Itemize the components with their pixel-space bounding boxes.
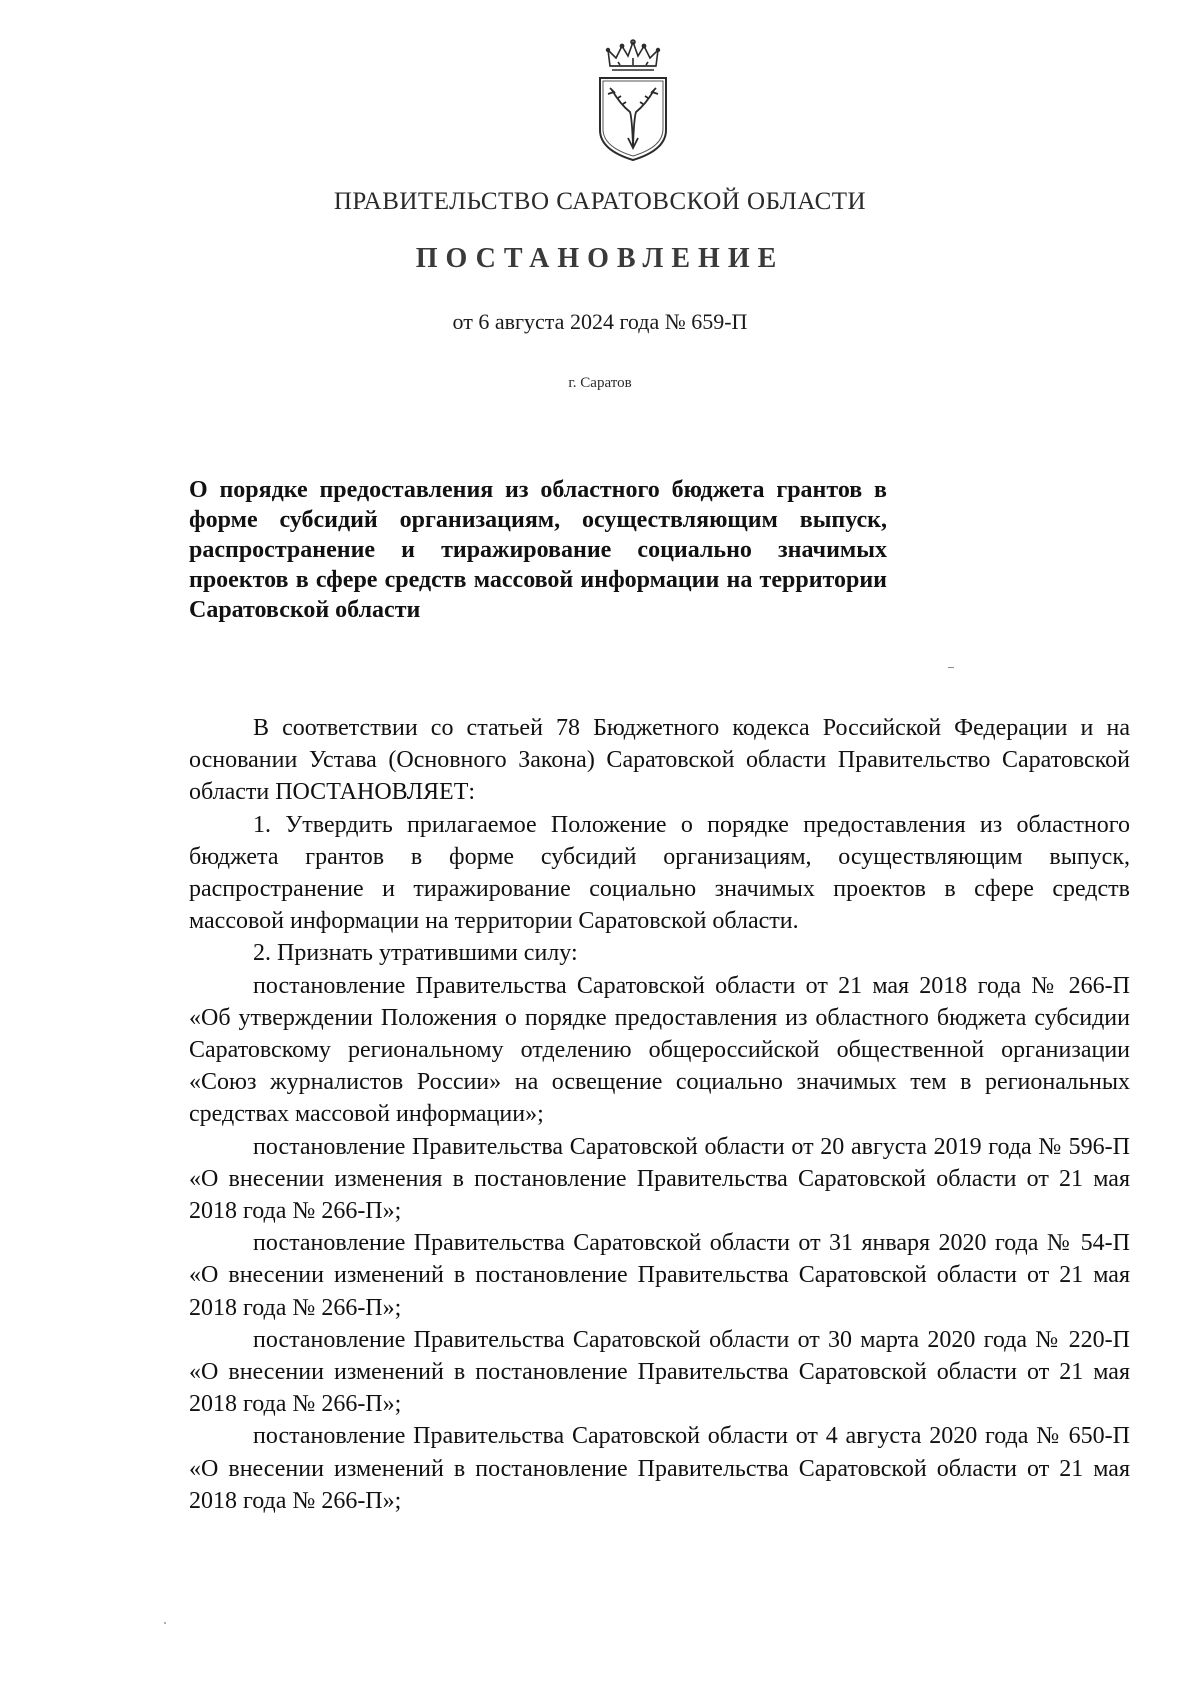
document-date-number: от 6 августа 2024 года № 659-П: [452, 309, 748, 334]
repealed-item: постановление Правительства Саратовской области от 30 марта 2020 года № 220-П «О внесении изменений в постановление Правительства Саратовской области от 21 мая 2018 года № 266-П»;: [189, 1326, 1130, 1418]
document-city: г. Саратов: [568, 375, 632, 391]
repealed-item: постановление Правительства Саратовской области от 31 января 2020 года № 54-П «О внесении изменений в постановление Правительства Саратовской области от 21 мая 2018 года № 266-П»;: [189, 1230, 1130, 1321]
document-title: О порядке предоставления из областного бюджета грантов в форме субсидий организациям, осуществляющим выпуск, распространение и тиражирование социально значимых проектов в сфере средств массовой информации на территории Саратовской области: [189, 477, 887, 623]
scan-mark: [948, 667, 954, 668]
document-type: ПОСТАНОВЛЕНИЕ: [415, 243, 785, 274]
scan-speck: [164, 1622, 166, 1624]
repealed-item: постановление Правительства Саратовской области от 4 августа 2020 года № 650-П «О внесении изменений в постановление Правительства Саратовской области от 21 мая 2018 года № 266-П»;: [189, 1423, 1130, 1514]
item-1-paragraph: 1. Утвердить прилагаемое Положение о порядке предоставления из областного бюджета грантов в форме субсидий организациям, осуществляющим выпуск, распространение и тиражирование социально значимых проектов в сфере средств массовой информации на территории Саратовской области.: [189, 811, 1130, 935]
coat-of-arms-icon: [590, 38, 676, 162]
preamble-paragraph: В соответствии со статьей 78 Бюджетного кодекса Российской Федерации и на основании Устава (Основного Закона) Саратовской области Правительство Саратовской области ПОСТАНОВЛЯЕТ:: [189, 715, 1130, 806]
item-2-paragraph: 2. Признать утратившими силу:: [253, 940, 578, 967]
document-body: [189, 712, 1130, 1517]
repealed-item: постановление Правительства Саратовской области от 20 августа 2019 года № 596-П «О внесении изменения в постановление Правительства Саратовской области от 21 мая 2018 года № 266-П»;: [189, 1133, 1130, 1225]
repealed-item: постановление Правительства Саратовской области от 21 мая 2018 года № 266-П «Об утверждении Положения о порядке предоставления из областного бюджета субсидии Саратовскому региональному отделению общероссийской общественной организации «Союз журналистов России» на освещение социально значимых тем в региональных средствах массовой информации»;: [189, 972, 1130, 1128]
government-name: ПРАВИТЕЛЬСТВО САРАТОВСКОЙ ОБЛАСТИ: [333, 188, 867, 215]
